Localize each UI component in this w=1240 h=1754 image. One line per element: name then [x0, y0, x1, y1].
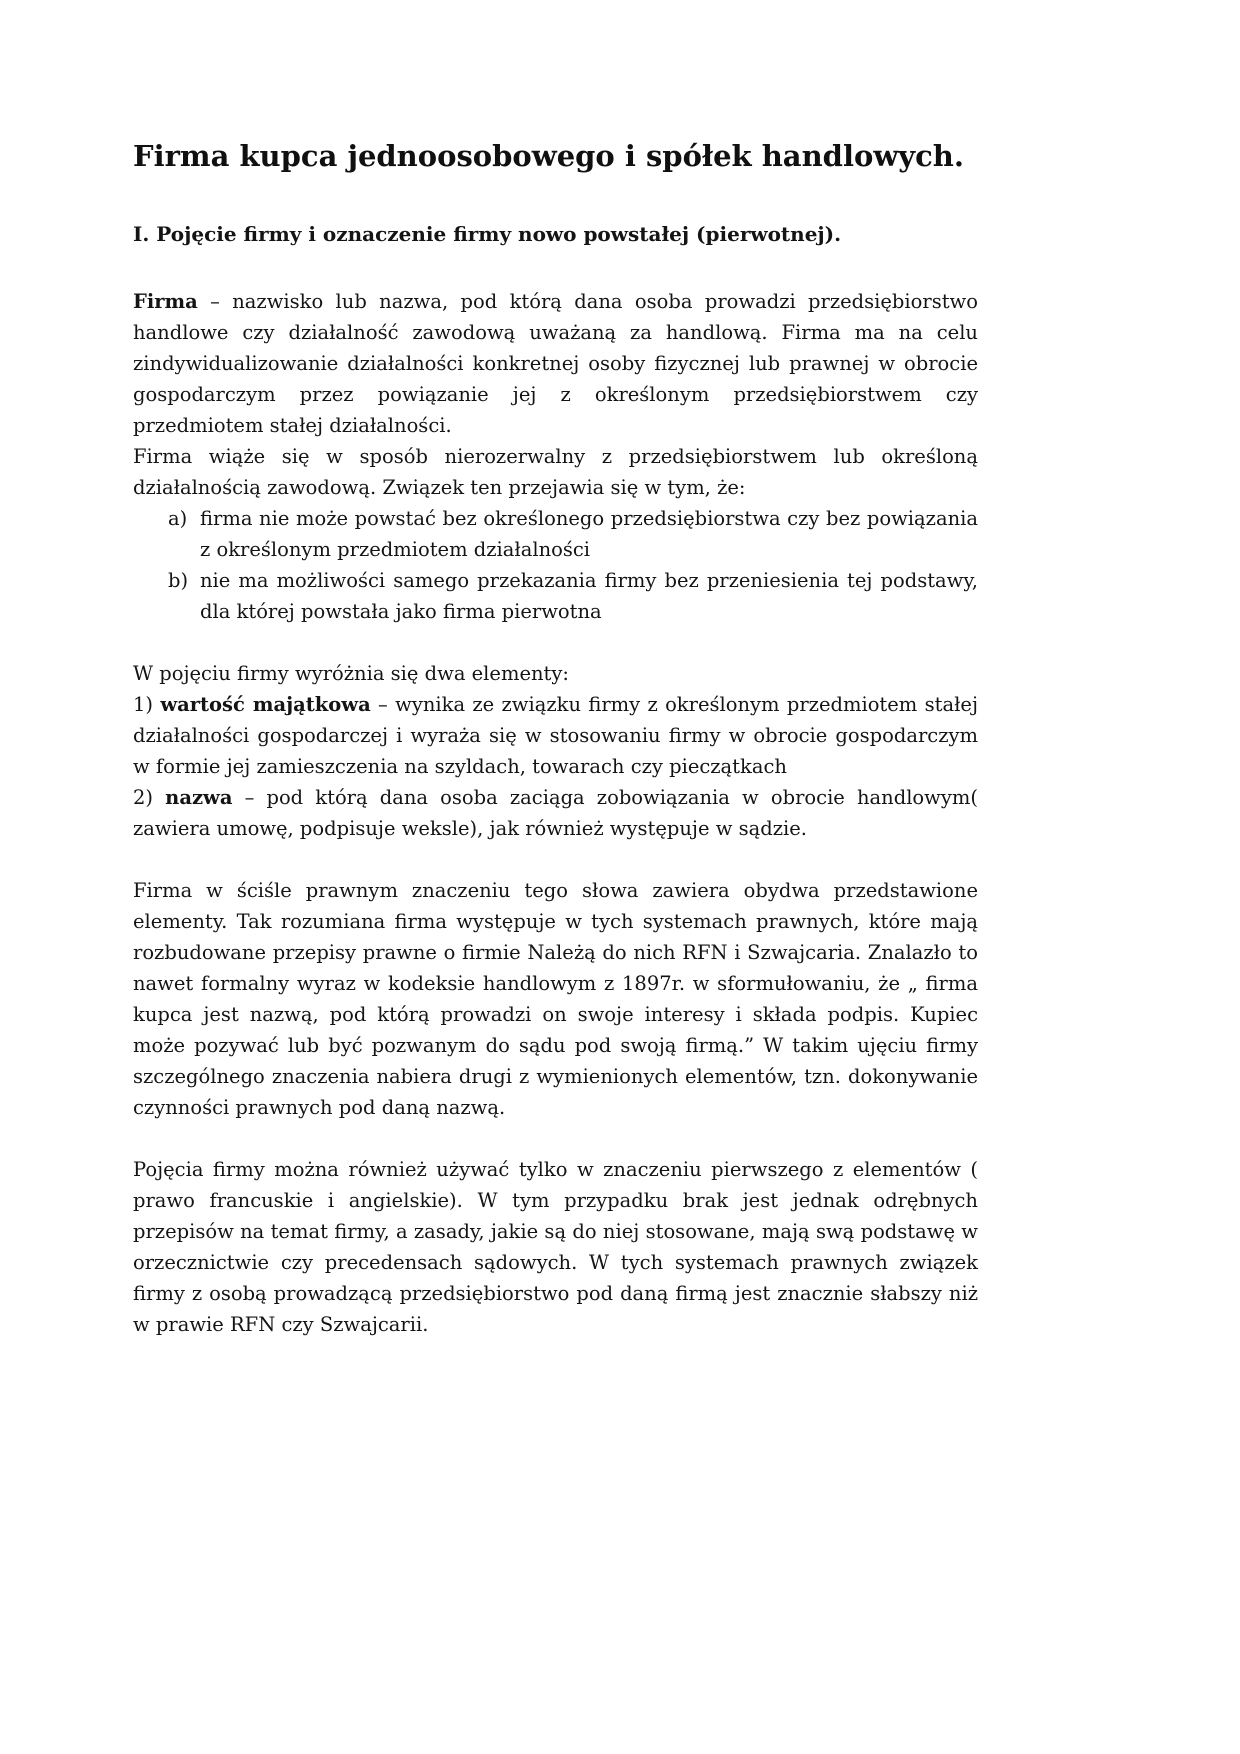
paragraph-two-elements-intro: W pojęciu firmy wyróżnia się dwa elementy: [133, 662, 569, 685]
paragraph-firma-definition [133, 286, 978, 441]
element-1-text: – wynika ze związku firmy z określonym przedmiotem stałej działalności gospodarczej i wyraża się w stosowaniu firmy w obrocie gospodarczym w formie jej zamieszczenia na szyldach, towarach czy pieczątkach [133, 693, 978, 778]
paragraph-element-1 [133, 689, 978, 782]
paragraph-first-element-usage: Pojęcia firmy można również używać tylko w znaczeniu pierwszego z elementów ( prawo francuskie i angielskie). W tym przypadku brak jest jednak odrębnych przepisów na temat firmy, a zasady, jakie są do niej stosowane, mają swą podstawę w orzecznictwie czy precedensach sądowych. W tych systemach prawnych związek firmy z osobą prowadzącą przedsiębiorstwo pod daną firmą jest znacznie słabszy niż w prawie RFN czy Szwajcarii. [133, 1158, 978, 1336]
paragraph-firma-relation: Firma wiąże się w sposób nierozerwalny z przedsiębiorstwem lub określoną działalnością zawodową. Związek ten przejawia się w tym, że: [133, 445, 978, 499]
list-item-b-label: b) [168, 569, 189, 592]
firma-definition-text: – nazwisko lub nazwa, pod którą dana osoba prowadzi przedsiębiorstwo handlowe czy działalność zawodową uważaną za handlową. Firma ma na celu zindywidualizowanie działalności konkretnej osoby fizycznej lub prawnej w obrocie gospodarczym przez powiązanie jej z określonym przedsiębiorstwem czy przedmiotem stałej działalności. [133, 290, 978, 437]
document-title: Firma kupca jednoosobowego i spółek handlowych. [133, 139, 964, 173]
section-heading: I. Pojęcie firmy i oznaczenie firmy nowo powstałej (pierwotnej). [133, 222, 842, 246]
element-1-term-bold: wartość majątkowa [160, 693, 371, 716]
element-2-number: 2) [133, 786, 166, 809]
list-item-b-text: nie ma możliwości samego przekazania firmy bez przeniesienia tej podstawy, dla której powstała jako firma pierwotna [200, 569, 978, 623]
relation-list [133, 503, 978, 627]
list-item-a [168, 503, 978, 565]
element-2-text: – pod którą dana osoba zaciąga zobowiązania w obrocie handlowym( zawiera umowę, podpisuje weksle), jak również występuje w sądzie. [133, 786, 978, 840]
element-2-term-bold: nazwa [165, 786, 233, 809]
list-item-a-label: a) [168, 507, 188, 530]
paragraph-element-2 [133, 782, 978, 844]
list-item-b [168, 565, 978, 627]
firma-term-bold: Firma [133, 290, 198, 313]
element-1-number: 1) [133, 693, 161, 716]
list-item-a-text: firma nie może powstać bez określonego przedsiębiorstwa czy bez powiązania z określonym przedmiotem działalności [200, 507, 978, 561]
paragraph-legal-meaning: Firma w ściśle prawnym znaczeniu tego słowa zawiera obydwa przedstawione elementy. Tak rozumiana firma występuje w tych systemach prawnych, które mają rozbudowane przepisy prawne o firmie Należą do nich RFN i Szwajcaria. Znalazło to nawet formalny wyraz w kodeksie handlowym z 1897r. w sformułowaniu, że „ firma kupca jest nazwą, pod którą prowadzi on swoje interesy i składa podpis. Kupiec może pozywać lub być pozwanym do sądu pod swoją firmą.” W takim ujęciu firmy szczególnego znaczenia nabiera drugi z wymienionych elementów, tzn. dokonywanie czynności prawnych pod daną nazwą. [133, 879, 978, 1119]
